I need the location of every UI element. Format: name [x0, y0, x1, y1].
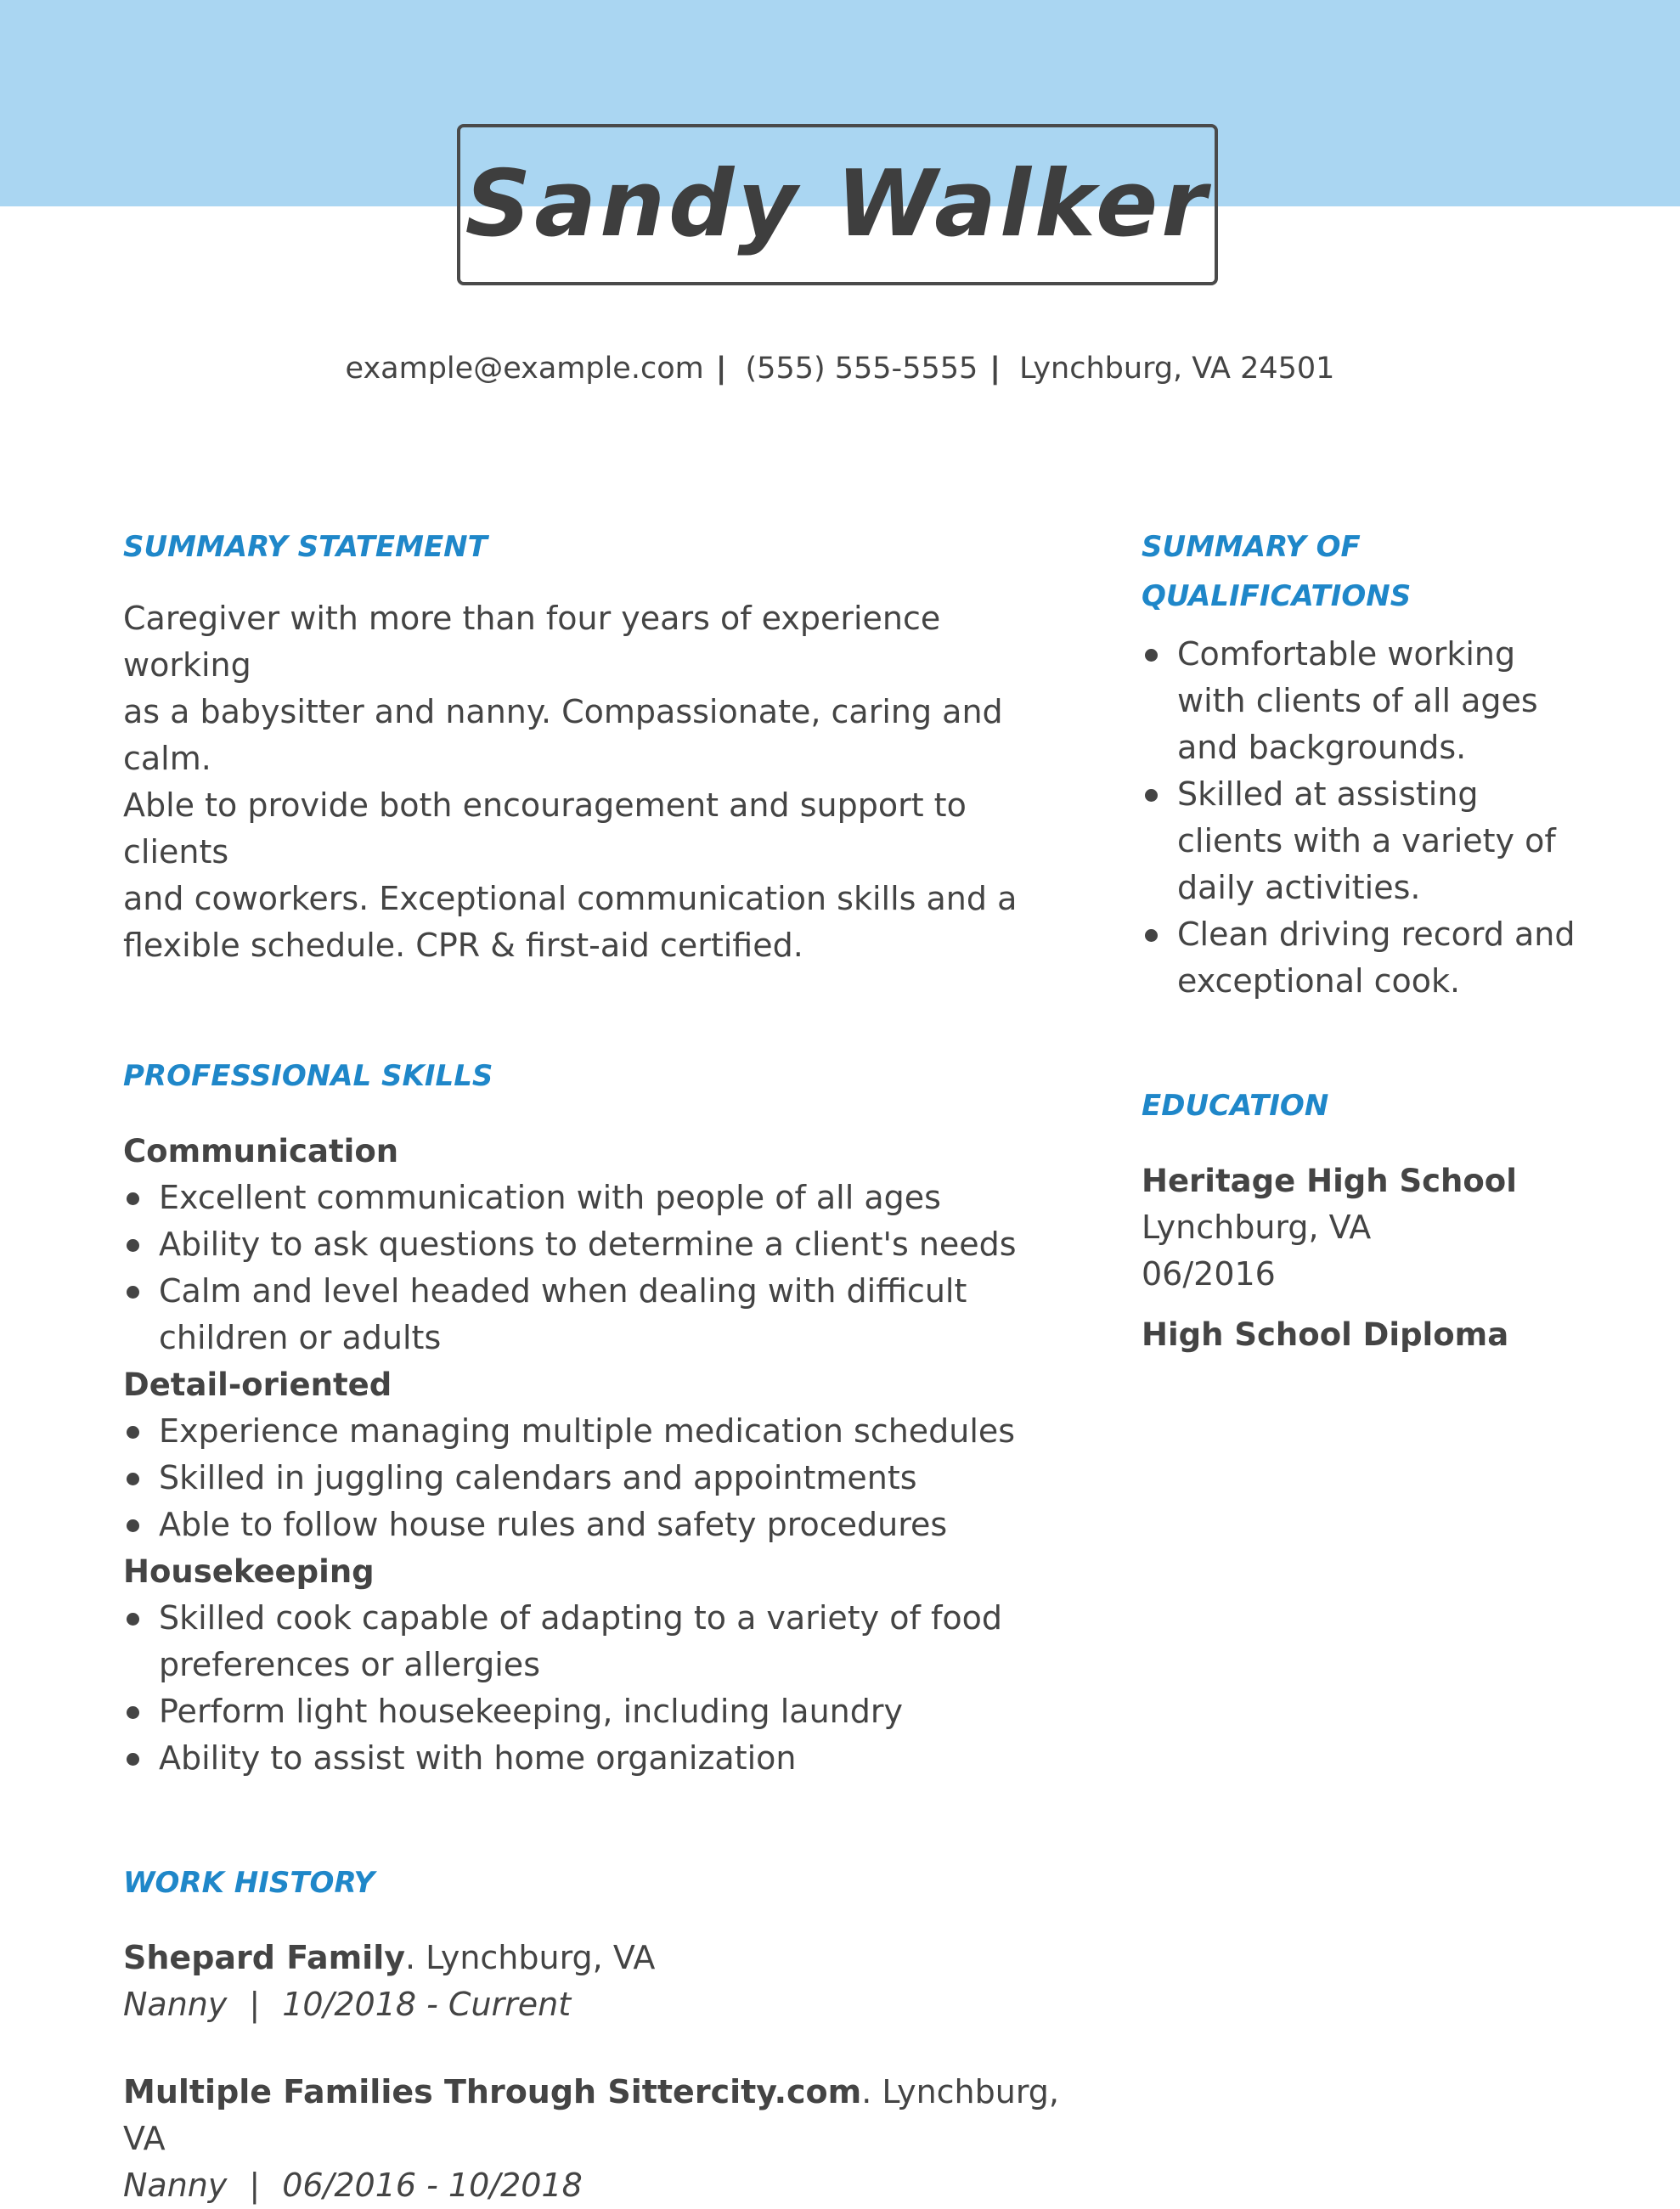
qualifications-list — [1142, 631, 1600, 1005]
list-item: Clean driving record and exceptional cook. — [1142, 911, 1600, 1005]
summary-line: as a babysitter and nanny. Compassionate, caring and calm. — [123, 693, 1003, 777]
list-item: Ability to assist with home organization — [123, 1735, 1066, 1782]
job-employer-line — [123, 1935, 1066, 1981]
work-section — [123, 1858, 1066, 2209]
job-entry — [123, 1935, 1066, 2028]
name-box — [457, 124, 1218, 285]
skill-group-title: Detail-oriented — [123, 1367, 392, 1403]
list-item: Skilled cook capable of adapting to a variety of food preferences or allergies — [123, 1595, 1066, 1688]
contact-separator: | — [989, 352, 1001, 386]
education-location: Lynchburg, VA — [1142, 1209, 1372, 1246]
job-location: . Lynchburg, VA — [123, 2073, 1059, 2157]
contact-phone: (555) 555-5555 — [745, 352, 978, 386]
list-item: Excellent communication with people of all ages — [123, 1175, 1066, 1221]
summary-heading: SUMMARY STATEMENT — [123, 530, 488, 564]
skills-section — [123, 1051, 1066, 1782]
job-entry — [123, 2069, 1066, 2209]
job-separator: | — [249, 1986, 261, 2023]
job-role-line — [123, 2162, 1066, 2209]
job-dates: 10/2018 - Current — [282, 1986, 572, 2023]
skill-group-title: Housekeeping — [123, 1553, 375, 1590]
education-date: 06/2016 — [1142, 1255, 1276, 1293]
job-separator: | — [249, 2167, 261, 2204]
qualifications-section — [1142, 522, 1600, 1005]
job-dates: 06/2016 - 10/2018 — [282, 2167, 583, 2204]
job-role: Nanny — [123, 1986, 228, 2023]
job-employer: Shepard Family — [123, 1939, 405, 1976]
list-item: Perform light housekeeping, including laundry — [123, 1688, 1066, 1735]
left-column — [123, 522, 1066, 2209]
summary-text — [123, 595, 1066, 969]
education-heading: EDUCATION — [1142, 1089, 1329, 1123]
job-location: . Lynchburg, VA — [405, 1939, 656, 1976]
contact-location: Lynchburg, VA 24501 — [1019, 352, 1335, 386]
list-item: Skilled at assisting clients with a variety of daily activities. — [1142, 771, 1600, 911]
list-item: Comfortable working with clients of all ages and backgrounds. — [1142, 631, 1600, 771]
list-item: Experience managing multiple medication schedules — [123, 1408, 1066, 1455]
list-item: Able to follow house rules and safety procedures — [123, 1502, 1066, 1548]
skill-group-title: Communication — [123, 1133, 399, 1169]
job-employer: Multiple Families Through Sittercity.com — [123, 2073, 862, 2110]
contact-email: example@example.com — [345, 352, 704, 386]
candidate-name: Sandy Walker — [465, 151, 1210, 257]
contact-line — [0, 352, 1680, 386]
contact-separator: | — [715, 352, 727, 386]
work-heading: WORK HISTORY — [123, 1866, 375, 1900]
skill-list — [123, 1595, 1066, 1782]
job-role-line — [123, 1981, 1066, 2028]
skill-list — [123, 1408, 1066, 1548]
skill-list — [123, 1175, 1066, 1361]
job-role: Nanny — [123, 2167, 228, 2204]
list-item: Skilled in juggling calendars and appointments — [123, 1455, 1066, 1502]
summary-section — [123, 522, 1066, 969]
education-degree: High School Diploma — [1142, 1316, 1509, 1353]
education-section — [1142, 1081, 1600, 1358]
list-item: Calm and level headed when dealing with difficult children or adults — [123, 1268, 1066, 1361]
summary-line: Able to provide both encouragement and support to clients — [123, 786, 967, 871]
skills-heading: PROFESSIONAL SKILLS — [123, 1059, 493, 1093]
list-item: Ability to ask questions to determine a client's needs — [123, 1221, 1066, 1268]
summary-line: and coworkers. Exceptional communication skills and a — [123, 880, 1018, 917]
education-school: Heritage High School — [1142, 1163, 1517, 1199]
summary-line: flexible schedule. CPR & first-aid certified. — [123, 927, 803, 964]
qualifications-heading: SUMMARY OF QUALIFICATIONS — [1142, 530, 1412, 613]
job-employer-line — [123, 2069, 1066, 2162]
right-column — [1142, 522, 1600, 1358]
summary-line: Caregiver with more than four years of experience working — [123, 600, 941, 684]
